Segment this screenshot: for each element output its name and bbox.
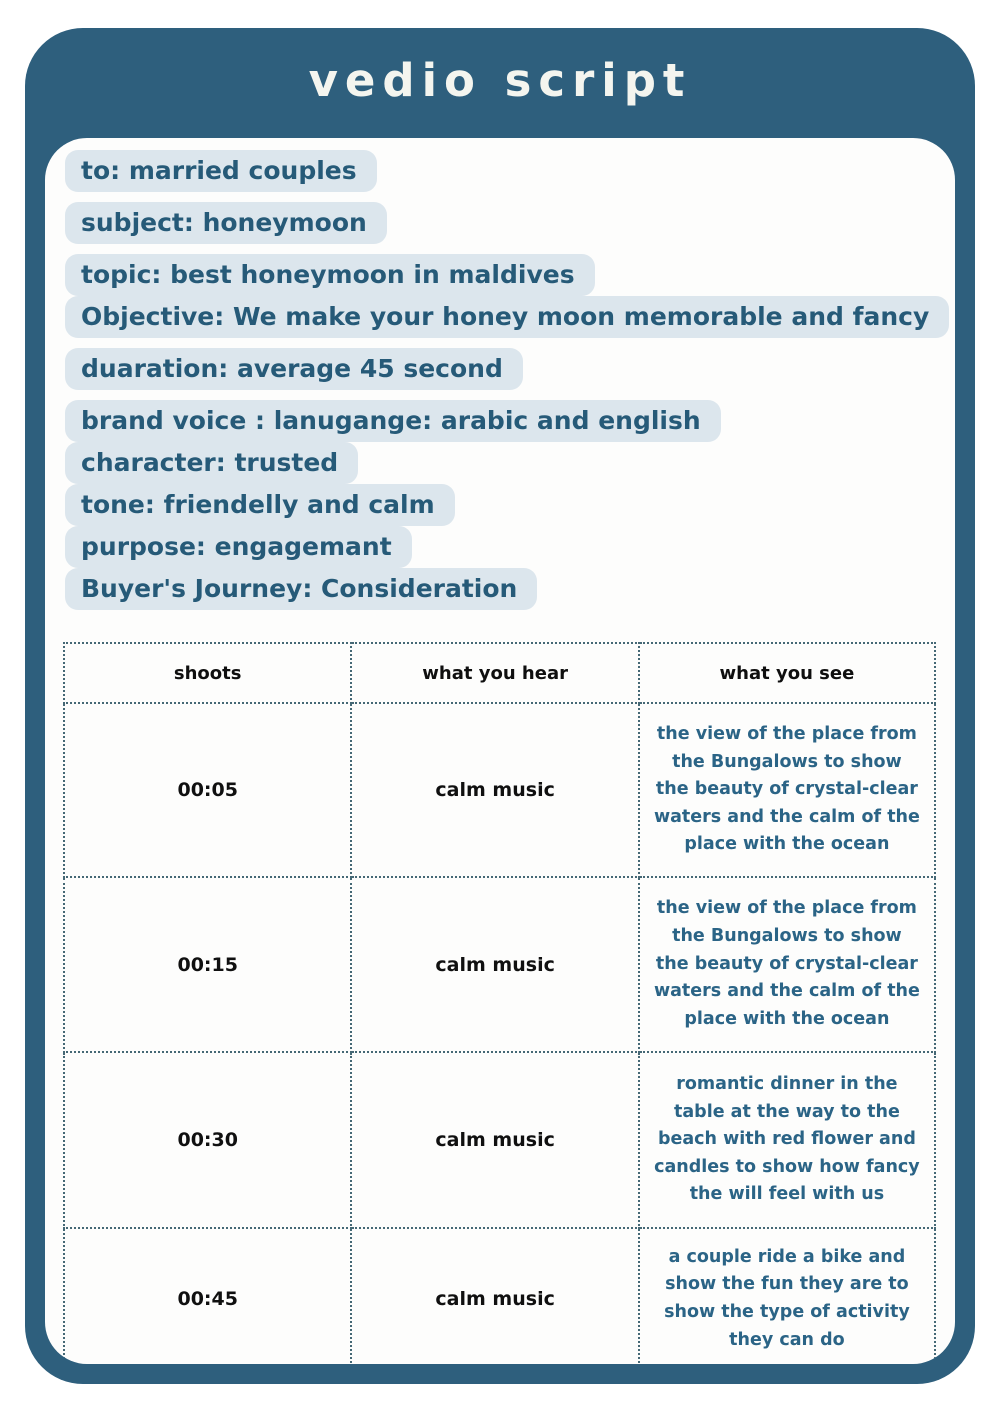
column-header-shoots: shoots — [64, 643, 351, 703]
column-header-what-you-see: what you see — [639, 643, 935, 703]
table-row — [64, 877, 935, 1052]
table-row — [64, 1052, 935, 1228]
column-header-what-you-hear: what you hear — [351, 643, 638, 703]
brief-line-buyers-journey — [65, 568, 955, 610]
page-frame — [25, 28, 975, 1384]
brief-line-text: brand voice : lanugange: arabic and english — [65, 400, 721, 442]
brief-section — [45, 138, 955, 610]
visual-description: romantic dinner in the table at the way to the beach with red flower and candles to show how fancy the will feel with us — [639, 1052, 935, 1228]
table-row — [64, 1228, 935, 1364]
brief-line-duration — [65, 348, 955, 390]
table-header-row — [64, 643, 935, 703]
brief-line-character — [65, 442, 955, 484]
brief-line-to — [65, 150, 955, 192]
brief-line-text: to: married couples — [65, 150, 377, 192]
brief-line-text: tone: friendelly and calm — [65, 484, 455, 526]
visual-description: a couple ride a bike and show the fun they are to show the type of activity they can do — [639, 1228, 935, 1364]
audio-description: calm music — [351, 703, 638, 877]
brief-line-text: Buyer's Journey: Consideration — [65, 568, 537, 610]
page-title: vedio script — [308, 54, 692, 107]
brief-line-text: topic: best honeymoon in maldives — [65, 254, 595, 296]
shoot-timestamp: 00:30 — [64, 1052, 351, 1228]
brief-line-objective — [65, 296, 955, 338]
visual-description: the view of the place from the Bungalows to show the beauty of crystal-clear waters and the calm of the place with the ocean — [639, 703, 935, 877]
brief-line-topic — [65, 254, 955, 296]
brief-line-subject — [65, 202, 955, 244]
audio-description: calm music — [351, 877, 638, 1052]
table-row — [64, 703, 935, 877]
brief-line-text: duaration: average 45 second — [65, 348, 523, 390]
audio-description: calm music — [351, 1052, 638, 1228]
shoot-timestamp: 00:05 — [64, 703, 351, 877]
brief-line-brand-voice — [65, 400, 955, 442]
shoot-timestamp: 00:45 — [64, 1228, 351, 1364]
visual-description: the view of the place from the Bungalows to show the beauty of crystal-clear waters and the calm of the place with the ocean — [639, 877, 935, 1052]
brief-line-text: Objective: We make your honey moon memorable and fancy — [65, 296, 949, 338]
content-panel — [45, 138, 955, 1364]
brief-line-text: character: trusted — [65, 442, 358, 484]
brief-line-text: purpose: engagemant — [65, 526, 412, 568]
storyboard-table — [63, 642, 936, 1364]
brief-line-tone — [65, 484, 955, 526]
audio-description: calm music — [351, 1228, 638, 1364]
brief-line-text: subject: honeymoon — [65, 202, 387, 244]
shoot-timestamp: 00:15 — [64, 877, 351, 1052]
brief-line-purpose — [65, 526, 955, 568]
